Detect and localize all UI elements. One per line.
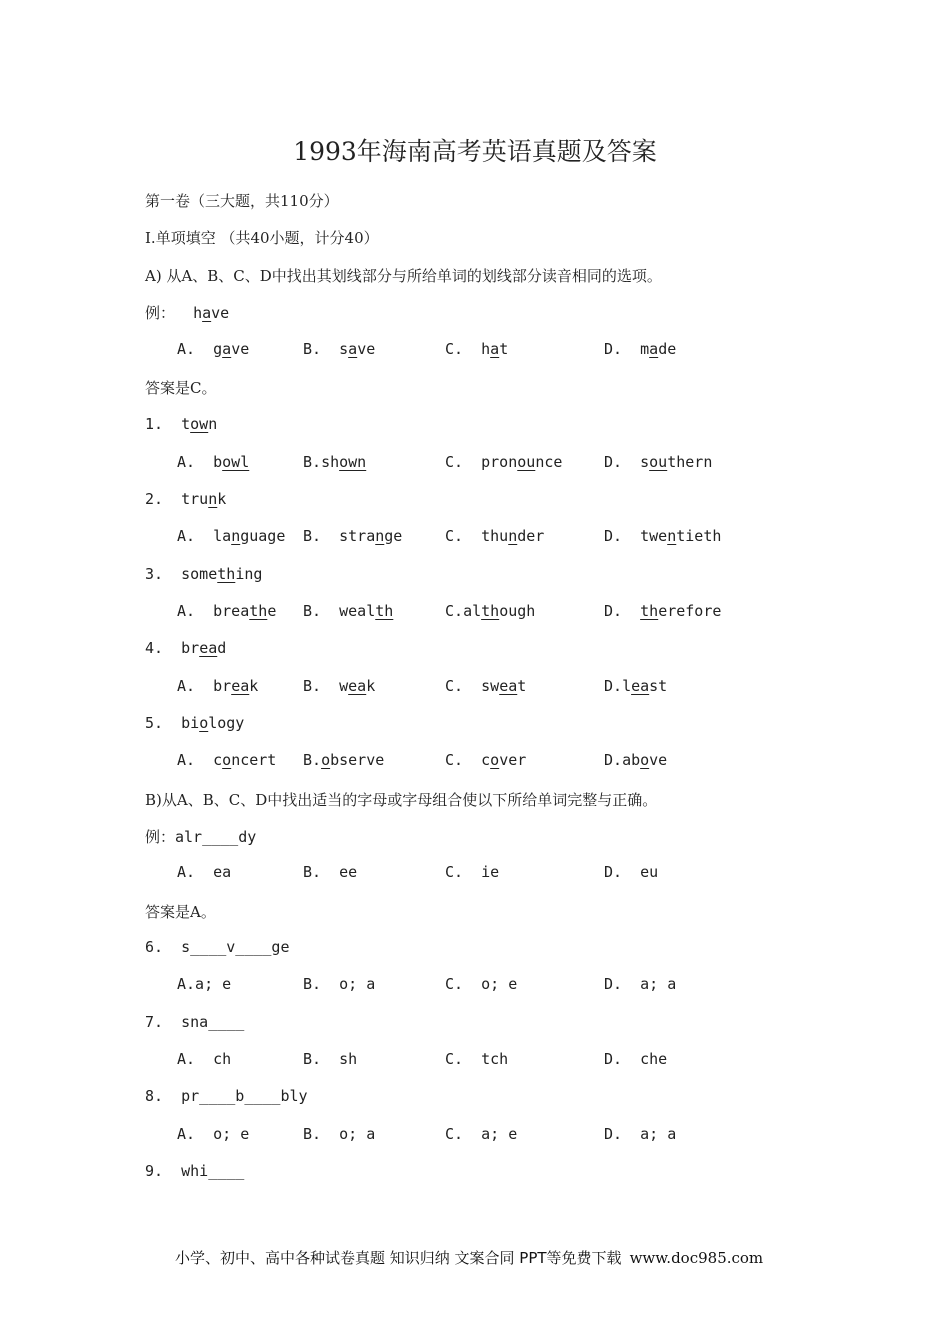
option: C. o; e bbox=[445, 975, 518, 993]
option: B. sh bbox=[303, 1050, 358, 1068]
example-word: 例： have bbox=[145, 304, 230, 322]
option: A. ea bbox=[177, 863, 232, 881]
question-stem: 9. whi____ bbox=[145, 1162, 245, 1180]
option: D. made bbox=[604, 340, 677, 358]
option: B. wealth bbox=[303, 602, 394, 620]
part-header: 第一卷（三大题，共110分） bbox=[145, 192, 339, 210]
option: A. o; e bbox=[177, 1125, 250, 1143]
option: B. strange bbox=[303, 527, 403, 545]
question-stem: 8. pr____b____bly bbox=[145, 1087, 308, 1105]
question-stem: 6. s____v____ge bbox=[145, 938, 290, 956]
example-word: 例：alr____dy bbox=[145, 828, 257, 846]
option: C. thunder bbox=[445, 527, 545, 545]
option: D. twentieth bbox=[604, 527, 722, 545]
question-stem: 3. something bbox=[145, 565, 263, 583]
option: B. save bbox=[303, 340, 376, 358]
option: A. language bbox=[177, 527, 286, 545]
page-title: 1993年海南高考英语真题及答案 bbox=[293, 137, 657, 166]
option: C. tch bbox=[445, 1050, 509, 1068]
option: B. ee bbox=[303, 863, 358, 881]
option: B.shown bbox=[303, 453, 367, 471]
option: B.observe bbox=[303, 751, 385, 769]
footer-text: 小学、初中、高中各种试卷真题 知识归纳 文案合同 PPT等免费下载 bbox=[175, 1249, 622, 1267]
option: C. pronounce bbox=[445, 453, 563, 471]
option: A. gave bbox=[177, 340, 250, 358]
option: D. che bbox=[604, 1050, 668, 1068]
section-b-instruction: B)从A、B、C、D中找出适当的字母或字母组合使以下所给单词完整与正确。 bbox=[145, 791, 658, 809]
option: D. therefore bbox=[604, 602, 722, 620]
option: D.least bbox=[604, 677, 668, 695]
footer-link[interactable]: www.doc985.com bbox=[629, 1249, 764, 1267]
option: B. weak bbox=[303, 677, 376, 695]
option: A.a; e bbox=[177, 975, 232, 993]
footer-banner bbox=[175, 1247, 763, 1268]
section-a-instruction: A) 从A、B、C、D中找出其划线部分与所给单词的划线部分读音相同的选项。 bbox=[145, 267, 662, 285]
option: D. southern bbox=[604, 453, 713, 471]
option: A. breathe bbox=[177, 602, 277, 620]
question-stem: 4. bread bbox=[145, 639, 227, 657]
section-header: Ⅰ.单项填空 （共40小题，计分40） bbox=[145, 229, 379, 247]
option: B. o; a bbox=[303, 975, 376, 993]
option: C. hat bbox=[445, 340, 509, 358]
question-stem: 7. sna____ bbox=[145, 1013, 245, 1031]
example-answer: 答案是C。 bbox=[145, 379, 217, 397]
option: A. ch bbox=[177, 1050, 232, 1068]
question-stem: 2. trunk bbox=[145, 490, 227, 508]
option: C. ie bbox=[445, 863, 500, 881]
option: D.above bbox=[604, 751, 668, 769]
option: D. a; a bbox=[604, 975, 677, 993]
option: B. o; a bbox=[303, 1125, 376, 1143]
option: C. sweat bbox=[445, 677, 527, 695]
option: C.although bbox=[445, 602, 536, 620]
option: A. concert bbox=[177, 751, 277, 769]
option: A. bowl bbox=[177, 453, 250, 471]
option: C. cover bbox=[445, 751, 527, 769]
option: D. eu bbox=[604, 863, 659, 881]
option: D. a; a bbox=[604, 1125, 677, 1143]
example-answer: 答案是A。 bbox=[145, 903, 216, 921]
option: C. a; e bbox=[445, 1125, 518, 1143]
question-stem: 5. biology bbox=[145, 714, 245, 732]
question-stem: 1. town bbox=[145, 415, 218, 433]
option: A. break bbox=[177, 677, 259, 695]
